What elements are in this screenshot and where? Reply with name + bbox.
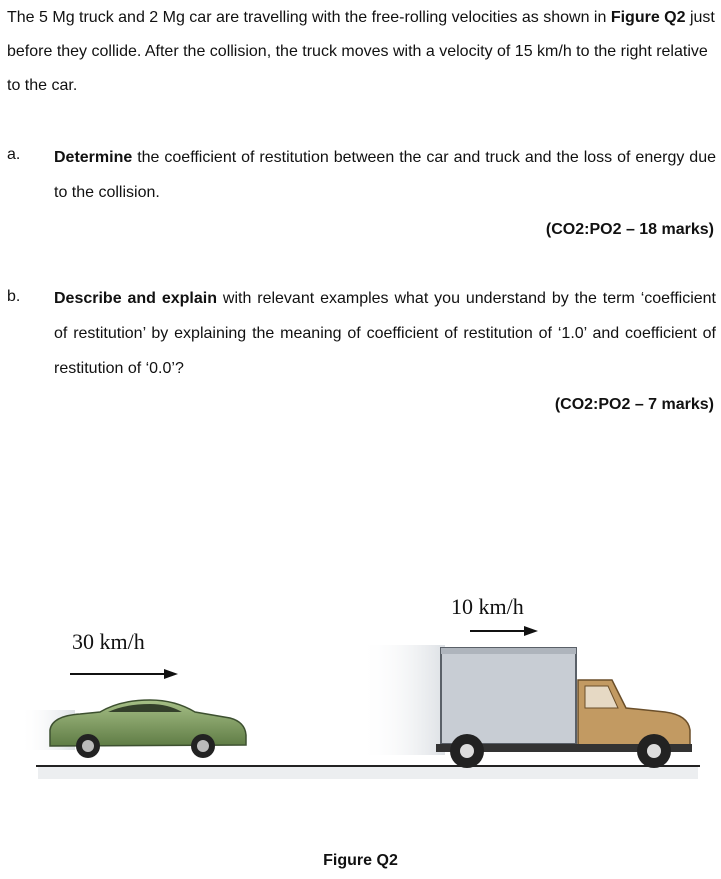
figure-caption: Figure Q2 xyxy=(323,852,398,869)
truck-speed-label: 10 km/h xyxy=(451,594,524,619)
question-b-letter: b. xyxy=(7,288,21,305)
road-surface xyxy=(38,765,698,779)
truck-motion-blur xyxy=(360,645,445,755)
question-a-marks: (CO2:PO2 – 18 marks) xyxy=(545,221,714,238)
car-velocity-arrow xyxy=(70,669,178,679)
problem-statement: The 5 Mg truck and 2 Mg car are travelling with the free-rolling velocities as shown in Figure Q2 just before they collide. After the collision, the truck moves with a velocity of 15 km/h to the right relative to the car. xyxy=(7,9,715,94)
question-b-text: Describe and explain with relevant examples what you understand by the term ‘coefficient of restitution’ by explaining the meaning of coefficient of restitution of ‘1.0’ and coefficient of restitution of ‘0.0’? xyxy=(54,290,716,377)
question-a-letter: a. xyxy=(7,146,21,163)
question-b-marks: (CO2:PO2 – 7 marks) xyxy=(554,396,714,413)
truck-illustration xyxy=(436,648,692,768)
car-speed-label: 30 km/h xyxy=(72,629,145,654)
truck-velocity-arrow xyxy=(470,626,538,636)
figure-reference: Figure Q2 xyxy=(610,9,686,26)
question-a-text: Determine the coefficient of restitution between the car and truck and the loss of energy due to the collision. xyxy=(54,149,716,201)
car-illustration xyxy=(50,700,246,758)
collision-figure xyxy=(0,560,721,820)
